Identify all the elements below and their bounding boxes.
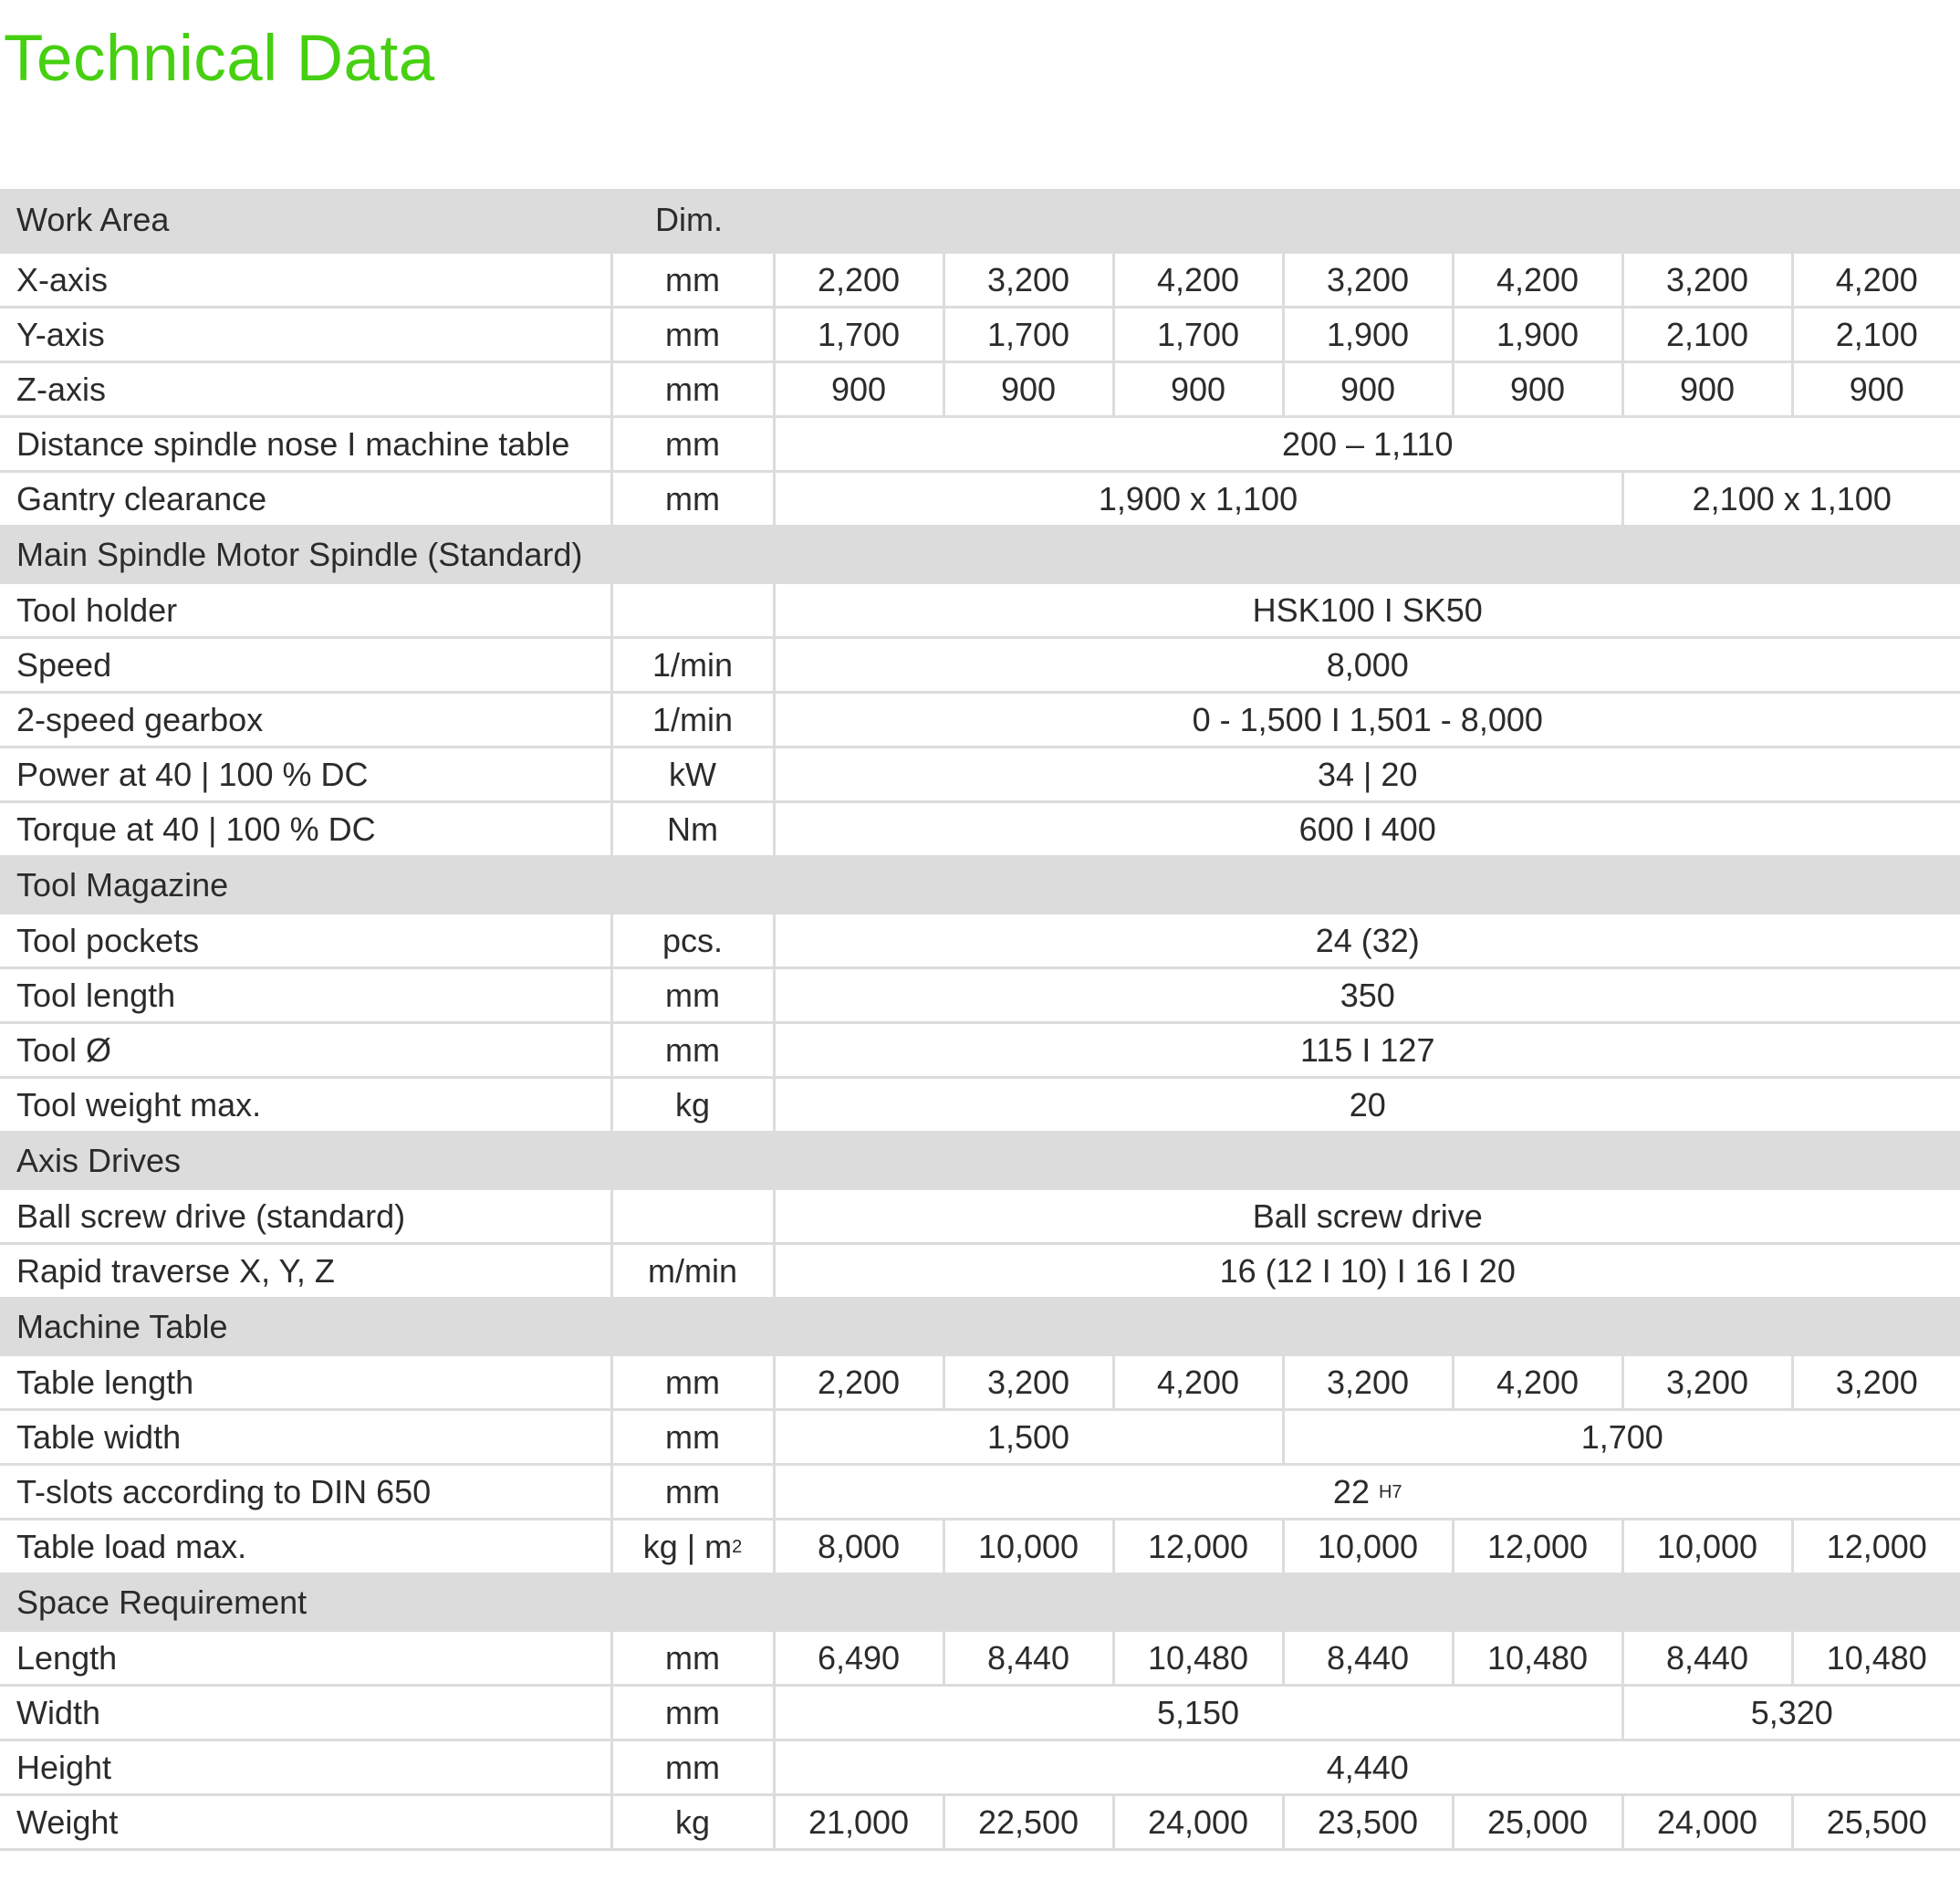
value-text: 10,000 bbox=[977, 1528, 1079, 1565]
table-row bbox=[0, 693, 1960, 747]
value-cell bbox=[774, 1355, 944, 1410]
value-text: 2,200 bbox=[817, 261, 901, 298]
row-unit bbox=[611, 362, 774, 417]
row-label: Length bbox=[0, 1631, 611, 1686]
row-unit bbox=[611, 583, 774, 638]
technical-data-table bbox=[0, 189, 1960, 1851]
table-row bbox=[0, 638, 1960, 693]
row-label: Y-axis bbox=[0, 308, 611, 362]
value-cell bbox=[774, 1740, 1960, 1795]
unit-text: kg | m bbox=[642, 1528, 733, 1565]
unit-text: mm bbox=[665, 1694, 720, 1731]
value-cell bbox=[774, 1244, 1960, 1299]
section-header-row bbox=[0, 527, 1960, 583]
value-text: 900 bbox=[1509, 371, 1566, 408]
value-cell bbox=[774, 1795, 944, 1850]
row-unit bbox=[611, 1244, 774, 1299]
value-text: 900 bbox=[830, 371, 887, 408]
value-cell bbox=[1113, 362, 1283, 417]
unit-text: kg bbox=[674, 1803, 711, 1841]
unit-text: mm bbox=[665, 1364, 720, 1401]
row-unit bbox=[611, 1795, 774, 1850]
value-text: 2,200 bbox=[817, 1364, 901, 1401]
value-cell bbox=[1283, 1355, 1453, 1410]
value-cell bbox=[774, 1631, 944, 1686]
row-label: Width bbox=[0, 1686, 611, 1740]
value-cell bbox=[774, 1078, 1960, 1133]
value-text: 2,100 x 1,100 bbox=[1692, 480, 1892, 517]
unit-text: mm bbox=[665, 1473, 720, 1510]
value-cell bbox=[774, 693, 1960, 747]
table-row bbox=[0, 747, 1960, 802]
row-label: Z-axis bbox=[0, 362, 611, 417]
value-text: 3,200 bbox=[1326, 1364, 1410, 1401]
value-text: 8,440 bbox=[986, 1639, 1070, 1677]
value-text: 4,200 bbox=[1496, 261, 1579, 298]
row-unit bbox=[611, 308, 774, 362]
value-text: 4,200 bbox=[1496, 1364, 1579, 1401]
value-text: 3,200 bbox=[986, 261, 1070, 298]
value-text: 1,500 bbox=[986, 1418, 1070, 1456]
value-text: 3,200 bbox=[1665, 261, 1749, 298]
value-cell bbox=[1622, 1631, 1792, 1686]
section-title: Tool Magazine bbox=[0, 857, 1960, 914]
value-cell bbox=[1622, 1520, 1792, 1574]
table-row bbox=[0, 1355, 1960, 1410]
value-cell bbox=[774, 1023, 1960, 1078]
row-label: Weight bbox=[0, 1795, 611, 1850]
value-text: 21,000 bbox=[808, 1803, 910, 1841]
value-text: 8,000 bbox=[1326, 646, 1409, 684]
value-cell bbox=[774, 583, 1960, 638]
value-text: 3,200 bbox=[1835, 1364, 1918, 1401]
section-title: Main Spindle Motor Spindle (Standard) bbox=[0, 527, 1960, 583]
value-cell bbox=[1622, 472, 1960, 527]
row-label: Tool holder bbox=[0, 583, 611, 638]
table-row bbox=[0, 1189, 1960, 1244]
value-cell bbox=[774, 1686, 1622, 1740]
table-row bbox=[0, 1410, 1960, 1465]
row-unit bbox=[611, 638, 774, 693]
value-text: 25,000 bbox=[1486, 1803, 1589, 1841]
section-title: Space Requirement bbox=[0, 1574, 1960, 1631]
row-unit bbox=[611, 968, 774, 1023]
value-cell bbox=[1453, 362, 1622, 417]
row-label: Table width bbox=[0, 1410, 611, 1465]
value-cell bbox=[1792, 253, 1960, 308]
value-text: 10,000 bbox=[1656, 1528, 1758, 1565]
value-cell bbox=[1113, 1520, 1283, 1574]
row-label: Tool pockets bbox=[0, 914, 611, 968]
table-row bbox=[0, 802, 1960, 857]
value-cell bbox=[1622, 308, 1792, 362]
value-cell bbox=[774, 1410, 1283, 1465]
table-row bbox=[0, 472, 1960, 527]
value-cell bbox=[944, 1355, 1113, 1410]
value-text: 6,490 bbox=[817, 1639, 901, 1677]
section-header-row bbox=[0, 857, 1960, 914]
value-text: 24,000 bbox=[1656, 1803, 1758, 1841]
table-row bbox=[0, 1244, 1960, 1299]
value-superscript: H7 bbox=[1378, 1482, 1402, 1502]
section-header-row bbox=[0, 1133, 1960, 1189]
row-label: Tool weight max. bbox=[0, 1078, 611, 1133]
value-text: HSK100 I SK50 bbox=[1252, 591, 1483, 629]
value-text: 25,500 bbox=[1826, 1803, 1927, 1841]
value-text: 900 bbox=[1679, 371, 1736, 408]
table-row bbox=[0, 253, 1960, 308]
value-text: 3,200 bbox=[1665, 1364, 1749, 1401]
value-cell bbox=[1283, 253, 1453, 308]
value-cell bbox=[774, 638, 1960, 693]
unit-text: mm bbox=[665, 1031, 720, 1069]
value-cell bbox=[1453, 253, 1622, 308]
row-unit bbox=[611, 1631, 774, 1686]
value-cell bbox=[774, 914, 1960, 968]
value-cell bbox=[1622, 1795, 1792, 1850]
table-row bbox=[0, 968, 1960, 1023]
value-cell bbox=[774, 308, 944, 362]
row-unit bbox=[611, 1189, 774, 1244]
value-text: 10,480 bbox=[1147, 1639, 1249, 1677]
value-cell bbox=[1792, 1795, 1960, 1850]
value-cell bbox=[1283, 362, 1453, 417]
value-cell bbox=[774, 1520, 944, 1574]
value-cell bbox=[1113, 308, 1283, 362]
value-cell bbox=[1453, 1631, 1622, 1686]
value-cell bbox=[774, 253, 944, 308]
row-unit bbox=[611, 1078, 774, 1133]
value-cell bbox=[774, 802, 1960, 857]
unit-text: mm bbox=[665, 480, 720, 517]
value-text: 115 I 127 bbox=[1300, 1031, 1435, 1069]
value-text: 24,000 bbox=[1147, 1803, 1249, 1841]
value-cell bbox=[1453, 1520, 1622, 1574]
value-text: 3,200 bbox=[986, 1364, 1070, 1401]
row-unit bbox=[611, 802, 774, 857]
row-unit bbox=[611, 1023, 774, 1078]
value-cell bbox=[1113, 1355, 1283, 1410]
value-text: 4,200 bbox=[1835, 261, 1918, 298]
row-label: Rapid traverse X, Y, Z bbox=[0, 1244, 611, 1299]
section-title: Work Area bbox=[0, 189, 611, 253]
value-text: 0 - 1,500 I 1,501 - 8,000 bbox=[1192, 701, 1543, 738]
section-title: Machine Table bbox=[0, 1299, 1960, 1355]
value-text: 1,900 x 1,100 bbox=[1098, 480, 1298, 517]
value-cell bbox=[1792, 1355, 1960, 1410]
row-label: Table length bbox=[0, 1355, 611, 1410]
value-cell bbox=[1792, 308, 1960, 362]
value-text: 4,440 bbox=[1326, 1749, 1409, 1786]
value-text: 5,320 bbox=[1750, 1694, 1833, 1731]
unit-text: pcs. bbox=[662, 922, 724, 959]
unit-text: mm bbox=[665, 977, 720, 1014]
value-text: 4,200 bbox=[1156, 1364, 1240, 1401]
value-text: 2,100 bbox=[1665, 316, 1749, 353]
value-text: 23,500 bbox=[1317, 1803, 1419, 1841]
value-cell bbox=[774, 968, 1960, 1023]
section-header-row bbox=[0, 1574, 1960, 1631]
row-label: Tool Ø bbox=[0, 1023, 611, 1078]
value-text: 24 (32) bbox=[1315, 922, 1420, 959]
value-cell bbox=[1113, 1795, 1283, 1850]
value-cell bbox=[944, 253, 1113, 308]
value-cell bbox=[1453, 308, 1622, 362]
value-cell bbox=[1792, 1520, 1960, 1574]
value-text: 1,900 bbox=[1326, 316, 1410, 353]
table-row bbox=[0, 1023, 1960, 1078]
value-text: 900 bbox=[1340, 371, 1396, 408]
value-text: 34 | 20 bbox=[1318, 756, 1418, 793]
row-label: Speed bbox=[0, 638, 611, 693]
unit-text: mm bbox=[665, 1639, 720, 1677]
row-unit bbox=[611, 1465, 774, 1520]
value-text: 1,700 bbox=[1156, 316, 1240, 353]
row-label: Height bbox=[0, 1740, 611, 1795]
row-label: Table load max. bbox=[0, 1520, 611, 1574]
value-text: 16 (12 I 10) I 16 I 20 bbox=[1219, 1252, 1516, 1290]
value-cell bbox=[774, 362, 944, 417]
value-text: 350 bbox=[1340, 977, 1395, 1014]
value-cell bbox=[1622, 253, 1792, 308]
value-cell bbox=[1283, 1795, 1453, 1850]
section-title: Axis Drives bbox=[0, 1133, 1960, 1189]
value-text: 8,440 bbox=[1326, 1639, 1410, 1677]
table-row bbox=[0, 417, 1960, 472]
row-unit bbox=[611, 747, 774, 802]
row-label: Tool length bbox=[0, 968, 611, 1023]
section-header-row bbox=[0, 189, 1960, 253]
value-cell bbox=[1283, 1631, 1453, 1686]
unit-text: mm bbox=[665, 1749, 720, 1786]
value-text: 8,440 bbox=[1665, 1639, 1749, 1677]
value-text: 10,480 bbox=[1486, 1639, 1589, 1677]
unit-text: mm bbox=[665, 371, 720, 408]
row-unit bbox=[611, 1686, 774, 1740]
row-label: 2-speed gearbox bbox=[0, 693, 611, 747]
row-unit bbox=[611, 914, 774, 968]
header-filler bbox=[774, 189, 1960, 253]
row-label: Power at 40 | 100 % DC bbox=[0, 747, 611, 802]
value-text: 4,200 bbox=[1156, 261, 1240, 298]
value-cell bbox=[1283, 1410, 1960, 1465]
unit-text: kg bbox=[674, 1086, 711, 1123]
row-unit bbox=[611, 253, 774, 308]
value-cell bbox=[1622, 362, 1792, 417]
dim-column-header: Dim. bbox=[611, 189, 774, 253]
row-unit bbox=[611, 1740, 774, 1795]
value-cell bbox=[944, 308, 1113, 362]
value-text: 900 bbox=[1849, 371, 1904, 408]
row-label: T-slots according to DIN 650 bbox=[0, 1465, 611, 1520]
value-text: 20 bbox=[1349, 1086, 1386, 1123]
table-row bbox=[0, 1686, 1960, 1740]
table-row bbox=[0, 1520, 1960, 1574]
row-label: X-axis bbox=[0, 253, 611, 308]
value-text: 3,200 bbox=[1326, 261, 1410, 298]
unit-text: 1/min bbox=[652, 701, 734, 738]
value-cell bbox=[1622, 1355, 1792, 1410]
value-text: 1,700 bbox=[1580, 1418, 1663, 1456]
value-text: 10,480 bbox=[1826, 1639, 1927, 1677]
table-row bbox=[0, 1740, 1960, 1795]
table-row bbox=[0, 583, 1960, 638]
value-cell bbox=[774, 747, 1960, 802]
value-text: 12,000 bbox=[1147, 1528, 1249, 1565]
value-text: 900 bbox=[1000, 371, 1057, 408]
unit-text: 1/min bbox=[652, 646, 734, 684]
value-text: 1,700 bbox=[986, 316, 1070, 353]
value-cell bbox=[1113, 253, 1283, 308]
value-text: 10,000 bbox=[1317, 1528, 1419, 1565]
page-title: Technical Data bbox=[4, 23, 435, 95]
value-cell bbox=[774, 1189, 1960, 1244]
row-label: Ball screw drive (standard) bbox=[0, 1189, 611, 1244]
value-cell bbox=[1283, 308, 1453, 362]
row-label: Torque at 40 | 100 % DC bbox=[0, 802, 611, 857]
row-unit bbox=[611, 1410, 774, 1465]
row-unit bbox=[611, 693, 774, 747]
table-row bbox=[0, 1078, 1960, 1133]
value-cell bbox=[1283, 1520, 1453, 1574]
value-text: 200 – 1,110 bbox=[1281, 425, 1454, 463]
table-row bbox=[0, 1631, 1960, 1686]
value-text: 12,000 bbox=[1486, 1528, 1589, 1565]
value-cell bbox=[774, 472, 1622, 527]
value-text: 8,000 bbox=[817, 1528, 901, 1565]
value-cell bbox=[944, 362, 1113, 417]
unit-text: mm bbox=[665, 316, 720, 353]
technical-data-body bbox=[0, 189, 1960, 1850]
value-cell bbox=[1453, 1795, 1622, 1850]
value-text: 5,150 bbox=[1156, 1694, 1240, 1731]
value-text: 2,100 bbox=[1835, 316, 1918, 353]
row-unit bbox=[611, 417, 774, 472]
table-row bbox=[0, 362, 1960, 417]
value-text: 12,000 bbox=[1826, 1528, 1927, 1565]
unit-text: mm bbox=[665, 425, 720, 463]
unit-superscript: 2 bbox=[732, 1537, 743, 1557]
table-row bbox=[0, 1795, 1960, 1850]
value-text: Ball screw drive bbox=[1252, 1197, 1483, 1235]
value-text: 22 bbox=[1332, 1473, 1370, 1510]
unit-text: mm bbox=[665, 261, 720, 298]
row-label: Gantry clearance bbox=[0, 472, 611, 527]
value-cell bbox=[1792, 1631, 1960, 1686]
value-cell bbox=[1792, 362, 1960, 417]
value-cell bbox=[774, 417, 1960, 472]
row-unit bbox=[611, 1520, 774, 1574]
value-text: 600 I 400 bbox=[1298, 810, 1436, 848]
value-cell bbox=[944, 1631, 1113, 1686]
value-cell bbox=[1453, 1355, 1622, 1410]
value-cell bbox=[944, 1795, 1113, 1850]
row-unit bbox=[611, 472, 774, 527]
value-text: 1,700 bbox=[817, 316, 901, 353]
value-text: 1,900 bbox=[1496, 316, 1579, 353]
row-label: Distance spindle nose I machine table bbox=[0, 417, 611, 472]
value-text: 22,500 bbox=[977, 1803, 1079, 1841]
value-text: 900 bbox=[1170, 371, 1226, 408]
table-row bbox=[0, 308, 1960, 362]
unit-text: m/min bbox=[648, 1252, 737, 1290]
unit-text: Nm bbox=[667, 810, 718, 848]
unit-text: mm bbox=[665, 1418, 720, 1456]
value-cell bbox=[1622, 1686, 1960, 1740]
table-row bbox=[0, 914, 1960, 968]
row-unit bbox=[611, 1355, 774, 1410]
value-cell bbox=[944, 1520, 1113, 1574]
value-cell bbox=[774, 1465, 1960, 1520]
table-row bbox=[0, 1465, 1960, 1520]
unit-text: kW bbox=[669, 756, 716, 793]
value-cell bbox=[1113, 1631, 1283, 1686]
section-header-row bbox=[0, 1299, 1960, 1355]
